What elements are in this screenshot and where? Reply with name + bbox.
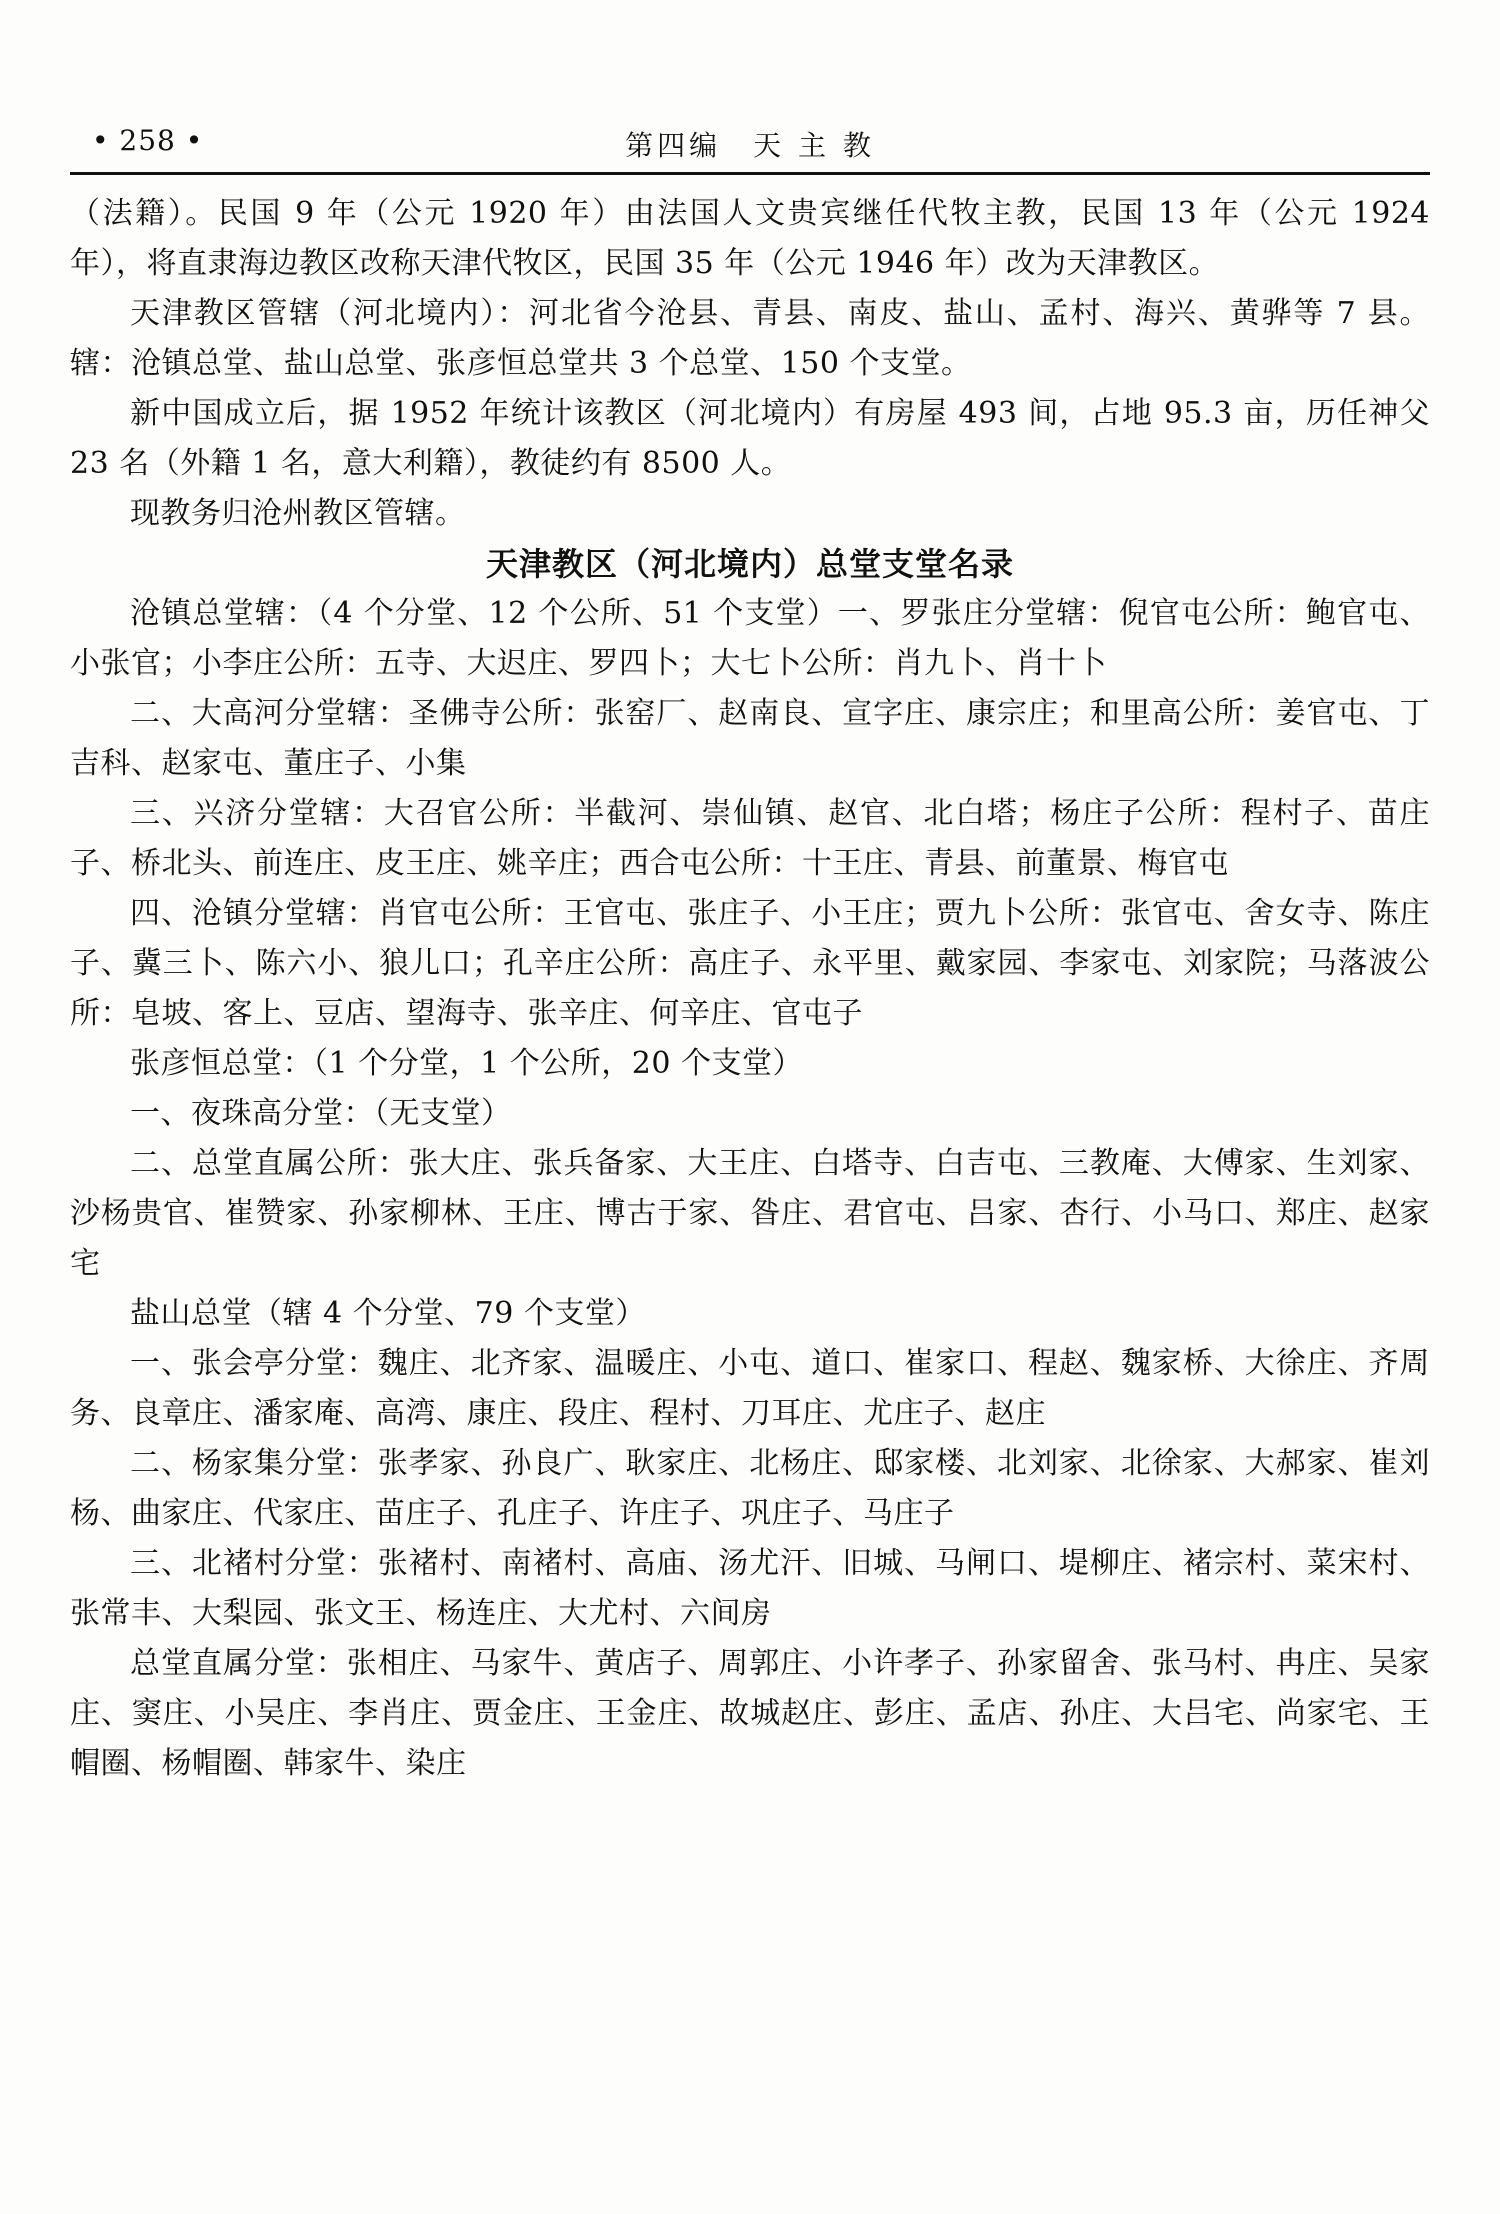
- paragraph: 新中国成立后，据 1952 年统计该教区（河北境内）有房屋 493 间，占地 95.3 亩，历任神父 23 名（外籍 1 名，意大利籍），教徒约有 8500 人。: [70, 396, 1430, 481]
- paragraph: 三、北褚村分堂：张褚村、南褚村、高庙、汤尤汗、旧城、马闸口、堤柳庄、褚宗村、菜宋村、张常丰、大梨园、张文王、杨连庄、大尤村、六间房: [70, 1546, 1430, 1631]
- paragraph: 二、大高河分堂辖：圣佛寺公所：张窑厂、赵南良、宣字庄、康宗庄；和里高公所：姜官屯、丁吉科、赵家屯、董庄子、小集: [70, 696, 1430, 781]
- paragraph: 一、夜珠高分堂：（无支堂）: [130, 1096, 512, 1131]
- paragraph: 张彦恒总堂：（1 个分堂，1 个公所，20 个支堂）: [130, 1046, 803, 1081]
- paragraph: 现教务归沧州教区管辖。: [130, 496, 466, 531]
- page-number: • 258 •: [92, 124, 204, 157]
- paragraph: 二、总堂直属公所：张大庄、张兵备家、大王庄、白塔寺、白吉屯、三教庵、大傅家、生刘家、沙杨贵官、崔赞家、孙家柳林、王庄、博古于家、昝庄、君官屯、吕家、杏行、小马口、郑庄、赵家宅: [70, 1146, 1430, 1281]
- paragraph: 三、兴济分堂辖：大召官公所：半截河、崇仙镇、赵官、北白塔；杨庄子公所：程村子、苗庄子、桥北头、前连庄、皮王庄、姚辛庄；西合屯公所：十王庄、青县、前董景、梅官屯: [70, 796, 1430, 881]
- paragraph: 沧镇总堂辖：（4 个分堂、12 个公所、51 个支堂）一、罗张庄分堂辖：倪官屯公所：鲍官屯、小张官；小李庄公所：五寺、大迟庄、罗四卜；大七卜公所：肖九卜、肖十卜: [70, 596, 1430, 681]
- paragraph: （法籍）。民国 9 年（公元 1920 年）由法国人文贵宾继任代牧主教，民国 13 年（公元 1924 年），将直隶海边教区改称天津代牧区，民国 35 年（公元 1946 年）改为天津教区。: [70, 196, 1430, 281]
- paragraph: 一、张会亭分堂：魏庄、北齐家、温暖庄、小屯、道口、崔家口、程赵、魏家桥、大徐庄、齐周务、良章庄、潘家庵、高湾、康庄、段庄、程村、刀耳庄、尤庄子、赵庄: [70, 1346, 1430, 1431]
- paragraph: 盐山总堂（辖 4 个分堂、79 个支堂）: [130, 1296, 646, 1331]
- paragraph: 总堂直属分堂：张相庄、马家牛、黄店子、周郭庄、小许孝子、孙家留舍、张马村、冉庄、吴家庄、窦庄、小吴庄、李肖庄、贾金庄、王金庄、故城赵庄、彭庄、孟店、孙庄、大吕宅、尚家宅、王帽圈、杨帽圈、韩家牛、染庄: [70, 1646, 1430, 1781]
- page-content: [70, 189, 1430, 1789]
- paragraph: 二、杨家集分堂：张孝家、孙良广、耿家庄、北杨庄、邸家楼、北刘家、北徐家、大郝家、崔刘杨、曲家庄、代家庄、苗庄子、孔庄子、许庄子、巩庄子、马庄子: [70, 1446, 1430, 1531]
- running-title: 第四编 天 主 教: [625, 129, 875, 162]
- section-title: 天津教区（河北境内）总堂支堂名录: [485, 545, 1014, 583]
- page-header: [70, 120, 1430, 175]
- paragraph: 天津教区管辖（河北境内）：河北省今沧县、青县、南皮、盐山、孟村、海兴、黄骅等 7 县。辖：沧镇总堂、盐山总堂、张彦恒总堂共 3 个总堂、150 个支堂。: [70, 296, 1430, 381]
- paragraph: 四、沧镇分堂辖：肖官屯公所：王官屯、张庄子、小王庄；贾九卜公所：张官屯、舍女寺、陈庄子、冀三卜、陈六小、狼儿口；孔辛庄公所：高庄子、永平里、戴家园、李家屯、刘家院；马落波公所：皂坡、客上、豆店、望海寺、张辛庄、何辛庄、官屯子: [70, 896, 1430, 1031]
